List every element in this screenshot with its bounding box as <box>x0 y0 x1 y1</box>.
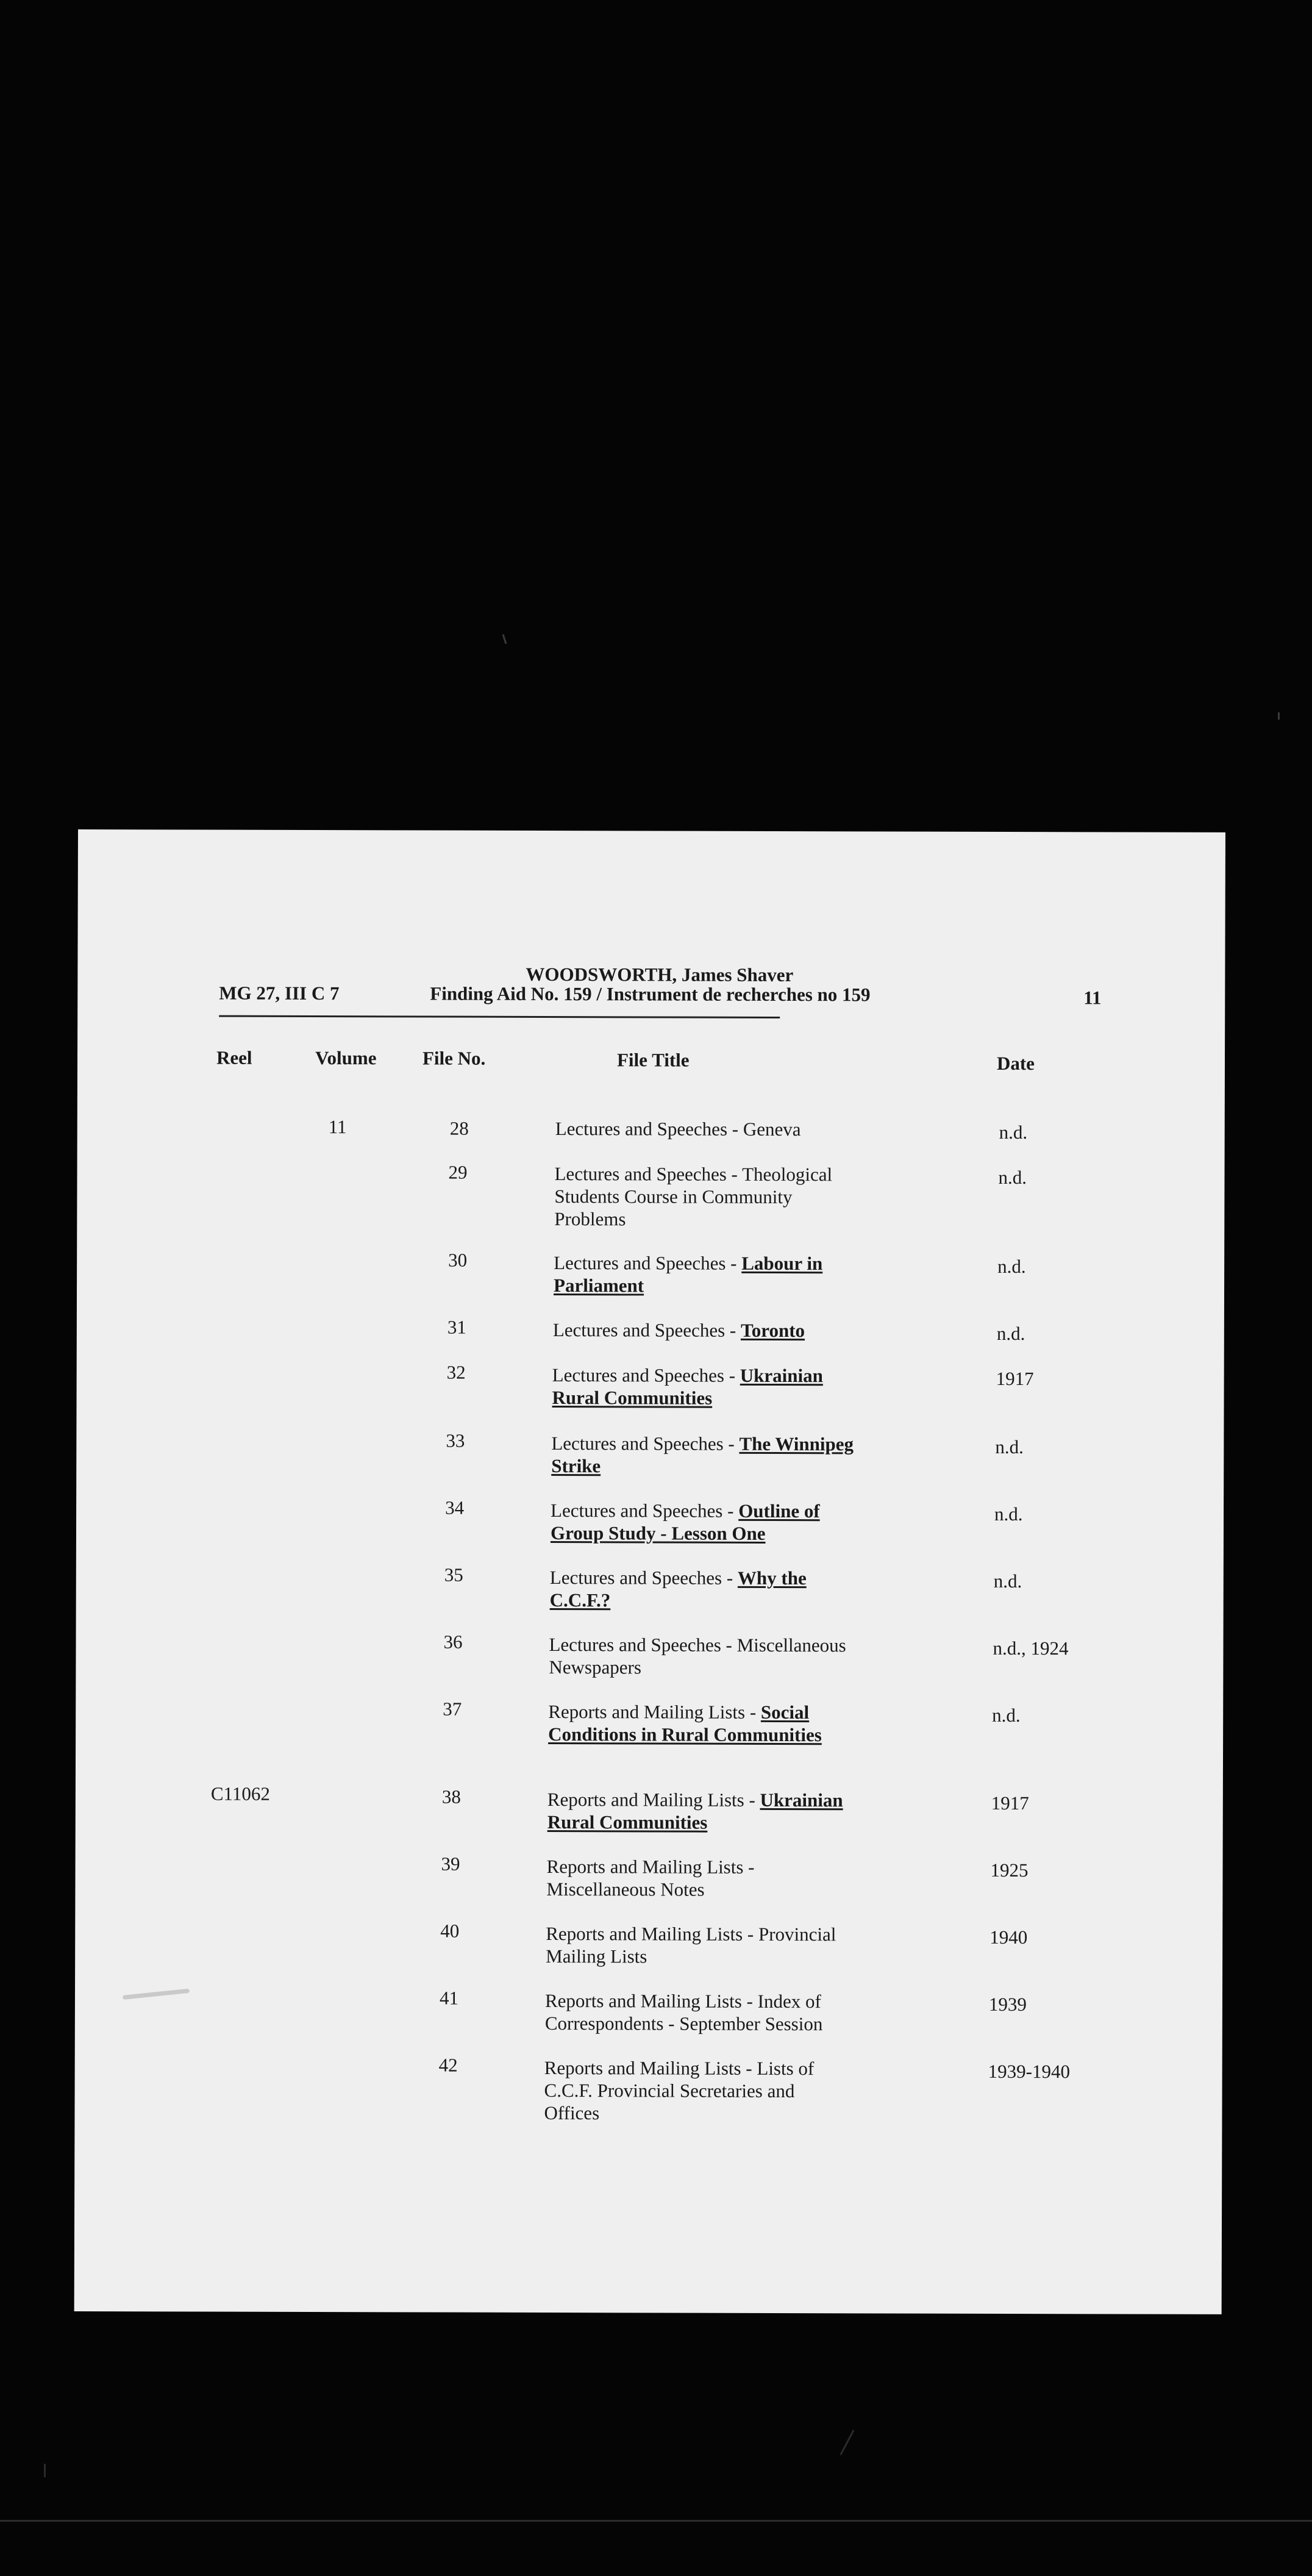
cell-file-no: 40 <box>440 1920 460 1942</box>
cell-file-no: 30 <box>448 1249 468 1271</box>
collection-name: WOODSWORTH, James Shaver <box>526 963 794 986</box>
title-text: Reports and Mailing Lists - Index of Correspondents - September Session <box>544 1990 823 2035</box>
film-scratch <box>840 2430 854 2455</box>
title-emphasis: Why the C.C.F.? <box>549 1567 807 1611</box>
film-scratch <box>502 634 507 644</box>
cell-file-no: 34 <box>445 1497 465 1519</box>
finding-aid-title: Finding Aid No. 159 / Instrument de recherches no 159 <box>430 982 871 1006</box>
title-text: Lectures and Speeches - <box>551 1433 740 1454</box>
cell-file-title <box>551 1432 856 1478</box>
title-emphasis: Ukrainian Rural Communities <box>547 1789 843 1833</box>
cell-file-no: 36 <box>443 1631 463 1653</box>
header-rule <box>219 1015 780 1018</box>
title-emphasis: Ukrainian Rural Communities <box>552 1364 823 1409</box>
cell-file-title <box>551 1499 855 1545</box>
cell-file-title <box>549 1633 854 1679</box>
cell-file-title <box>554 1251 858 1297</box>
cell-date: 1939-1940 <box>988 2060 1071 2083</box>
column-header-volume: Volume <box>315 1047 377 1069</box>
call-number: MG 27, III C 7 <box>219 982 340 1004</box>
film-edge <box>0 2520 1312 2522</box>
cell-date: n.d. <box>992 1704 1021 1726</box>
cell-file-title <box>545 1989 850 2035</box>
page-number: 11 <box>1083 987 1102 1009</box>
film-scratch <box>44 2464 46 2477</box>
title-text: Lectures and Speeches - <box>554 1252 742 1274</box>
scan-smudge <box>123 1989 190 2000</box>
title-text: Lectures and Speeches - <box>552 1319 741 1341</box>
cell-file-no: 39 <box>441 1853 460 1875</box>
cell-file-title <box>555 1117 860 1140</box>
title-emphasis: Social Conditions in Rural Communities <box>548 1701 822 1746</box>
cell-file-no: 32 <box>446 1361 466 1383</box>
cell-file-no: 29 <box>448 1161 468 1183</box>
title-text: Lectures and Speeches - <box>551 1500 739 1522</box>
cell-file-title <box>546 1855 851 1901</box>
column-header-date: Date <box>996 1052 1035 1075</box>
cell-date: 1939 <box>988 1993 1027 2016</box>
title-emphasis: Toronto <box>740 1319 805 1342</box>
cell-file-title <box>552 1364 857 1409</box>
document-page <box>74 829 1225 2314</box>
title-text: Reports and Mailing Lists - <box>547 1789 760 1811</box>
cell-date: n.d. <box>995 1436 1024 1458</box>
cell-file-title <box>553 1318 858 1342</box>
cell-file-title <box>550 1566 855 1612</box>
title-text: Lectures and Speeches - Geneva <box>555 1118 801 1140</box>
cell-file-title <box>548 1700 853 1746</box>
cell-file-no: 38 <box>441 1786 461 1808</box>
cell-file-no: 33 <box>446 1429 465 1451</box>
title-text: Reports and Mailing Lists - Lists of C.C.F. Provincial Secretaries and Offices <box>544 2057 815 2124</box>
cell-file-title <box>546 1922 850 1968</box>
cell-date: n.d. <box>998 1166 1027 1189</box>
cell-file-no: 41 <box>439 1987 459 2009</box>
column-header-file-no: File No. <box>422 1047 486 1069</box>
title-emphasis: Outline of Group Study - Lesson One <box>550 1500 820 1544</box>
cell-date: n.d. <box>997 1255 1026 1278</box>
title-text: Reports and Mailing Lists - Provincial Mailing Lists <box>546 1923 836 1967</box>
cell-file-no: 35 <box>444 1564 463 1586</box>
cell-file-title <box>544 2056 849 2125</box>
title-text: Reports and Mailing Lists - Miscellaneous Notes <box>546 1856 755 1900</box>
cell-date: 1925 <box>990 1859 1029 1881</box>
cell-file-no: 42 <box>438 2054 458 2076</box>
cell-date: n.d., 1924 <box>993 1637 1069 1659</box>
cell-volume: 11 <box>328 1116 347 1138</box>
cell-file-title <box>547 1788 852 1834</box>
cell-reel: C11062 <box>210 1783 270 1805</box>
title-text: Lectures and Speeches - <box>549 1567 738 1589</box>
column-header-reel: Reel <box>216 1046 252 1068</box>
cell-date: 1917 <box>996 1367 1034 1390</box>
cell-date: n.d. <box>993 1570 1022 1592</box>
title-text: Lectures and Speeches - Miscellaneous Newspapers <box>549 1634 846 1678</box>
cell-file-title <box>554 1162 859 1231</box>
cell-file-no: 37 <box>443 1698 462 1720</box>
cell-date: n.d. <box>994 1503 1023 1525</box>
cell-file-no: 28 <box>449 1117 469 1139</box>
cell-date: n.d. <box>996 1322 1025 1345</box>
title-emphasis: The Winnipeg Strike <box>551 1433 854 1477</box>
title-text: Reports and Mailing Lists - <box>548 1701 761 1723</box>
cell-file-no: 31 <box>447 1316 466 1338</box>
cell-date: 1917 <box>991 1792 1029 1814</box>
column-header-file-title: File Title <box>616 1049 690 1071</box>
title-text: Lectures and Speeches - Theological Students Course in Community Problems <box>554 1163 833 1230</box>
title-emphasis: Labour in Parliament <box>553 1252 823 1297</box>
film-scratch <box>1278 712 1280 720</box>
cell-date: 1940 <box>989 1926 1028 1948</box>
cell-date: n.d. <box>999 1121 1028 1143</box>
title-text: Lectures and Speeches - <box>552 1364 740 1386</box>
